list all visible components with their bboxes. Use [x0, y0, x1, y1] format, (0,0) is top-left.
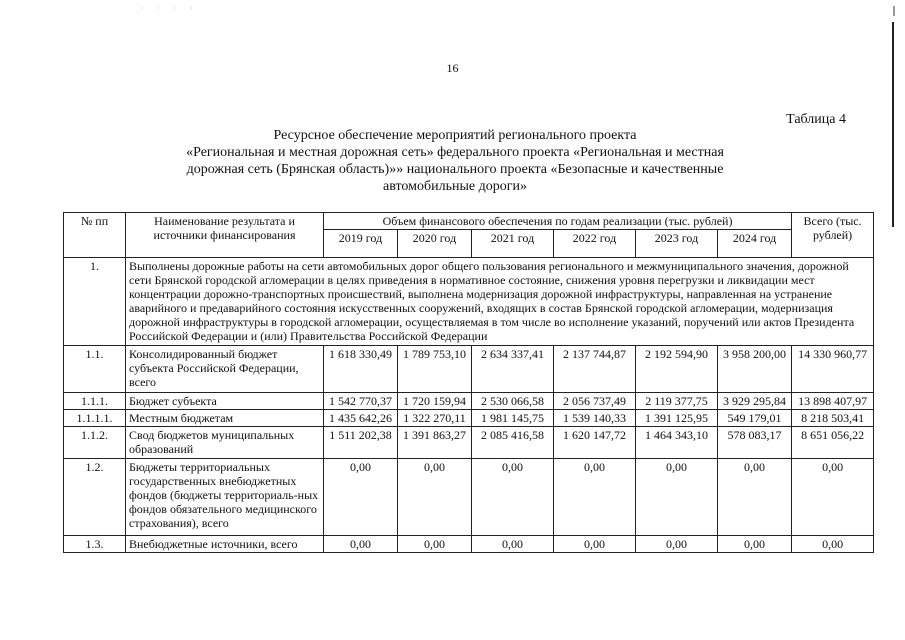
- row-year-value: 0,00: [718, 536, 792, 553]
- row-year-value: 1 720 159,94: [398, 393, 472, 410]
- row-name: Бюджеты территориальных государственных внебюджетных фондов (бюджеты территориаль-ных фондов обязательного медицинского страхования), всего: [126, 459, 324, 536]
- header-num: № пп: [64, 213, 126, 258]
- row-year-value: 0,00: [554, 459, 636, 536]
- row-year-value: 1 391 125,95: [636, 410, 718, 427]
- row-year-value: 1 511 202,38: [324, 427, 398, 459]
- row-year-value: 1 620 147,72: [554, 427, 636, 459]
- title-line: «Региональная и местная дорожная сеть» федерального проекта «Региональная и местная: [186, 145, 724, 160]
- row-year-value: 0,00: [636, 459, 718, 536]
- row-year-value: 0,00: [398, 459, 472, 536]
- row-name: Бюджет субъекта: [126, 393, 324, 410]
- scan-artifact: · · · ·: [140, 4, 199, 13]
- row-year-value: 1 618 330,49: [324, 346, 398, 393]
- scan-edge-mark: [893, 6, 895, 16]
- row-num: 1.2.: [64, 459, 126, 536]
- row-year-value: 3 929 295,84: [718, 393, 792, 410]
- row-num: 1.1.1.: [64, 393, 126, 410]
- table-row: [64, 459, 874, 536]
- header-year: 2021 год: [472, 230, 554, 258]
- row-total-value: 8 651 056,22: [792, 427, 874, 459]
- row-year-value: 1 391 863,27: [398, 427, 472, 459]
- row-name: Свод бюджетов муниципальных образований: [126, 427, 324, 459]
- table-label: Таблица 4: [786, 112, 846, 127]
- row-year-value: 0,00: [718, 459, 792, 536]
- row-year-value: 2 085 416,58: [472, 427, 554, 459]
- row-total-value: 14 330 960,77: [792, 346, 874, 393]
- document-title: [150, 127, 760, 195]
- row-year-value: 3 958 200,00: [718, 346, 792, 393]
- page-number: 16: [446, 61, 459, 75]
- title-line: Ресурсное обеспечение мероприятий регионального проекта: [273, 128, 637, 143]
- row-total-value: 8 218 503,41: [792, 410, 874, 427]
- row-year-value: 1 542 770,37: [324, 393, 398, 410]
- row-year-value: 0,00: [472, 536, 554, 553]
- row-total-value: 0,00: [792, 459, 874, 536]
- header-year: 2023 год: [636, 230, 718, 258]
- row-year-value: 2 137 744,87: [554, 346, 636, 393]
- table-row: [64, 393, 874, 410]
- row-year-value: 1 464 343,10: [636, 427, 718, 459]
- row-num: 1.1.1.1.: [64, 410, 126, 427]
- row-year-value: 0,00: [398, 536, 472, 553]
- row-year-value: 1 435 642,26: [324, 410, 398, 427]
- row-total-value: 0,00: [792, 536, 874, 553]
- row-year-value: 1 539 140,33: [554, 410, 636, 427]
- header-funding-group: Объем финансового обеспечения по годам реализации (тыс. рублей): [324, 213, 792, 230]
- row-year-value: 0,00: [636, 536, 718, 553]
- header-total: Всего (тыс. рублей): [792, 213, 874, 258]
- row-num: 1.1.: [64, 346, 126, 393]
- row-year-value: 2 119 377,75: [636, 393, 718, 410]
- row-year-value: 0,00: [554, 536, 636, 553]
- row-year-value: 549 179,01: [718, 410, 792, 427]
- row-year-value: 2 530 066,58: [472, 393, 554, 410]
- row-name: Местным бюджетам: [126, 410, 324, 427]
- table-row: [64, 346, 874, 393]
- row-num: 1.1.2.: [64, 427, 126, 459]
- row-year-value: 578 083,17: [718, 427, 792, 459]
- row-year-value: 2 634 337,41: [472, 346, 554, 393]
- row-total-value: 13 898 407,97: [792, 393, 874, 410]
- row-year-value: 2 056 737,49: [554, 393, 636, 410]
- header-year: 2022 год: [554, 230, 636, 258]
- header-year: 2019 год: [324, 230, 398, 258]
- row-year-value: 0,00: [472, 459, 554, 536]
- scan-edge-line: [892, 22, 894, 227]
- row-year-value: 0,00: [324, 459, 398, 536]
- table-row: [64, 410, 874, 427]
- row-year-value: 1 981 145,75: [472, 410, 554, 427]
- row-name: Внебюджетные источники, всего: [126, 536, 324, 553]
- row-num: 1.3.: [64, 536, 126, 553]
- row-year-value: 2 192 594,90: [636, 346, 718, 393]
- table-row: [64, 536, 874, 553]
- header-year: 2024 год: [718, 230, 792, 258]
- row-name: Консолидированный бюджет субъекта Российской Федерации, всего: [126, 346, 324, 393]
- header-name: Наименование результата и источники финансирования: [126, 213, 324, 258]
- row-year-value: 1 322 270,11: [398, 410, 472, 427]
- header-year: 2020 год: [398, 230, 472, 258]
- row-year-value: 0,00: [324, 536, 398, 553]
- section-num: 1.: [64, 258, 126, 346]
- title-line: автомобильные дороги»: [383, 179, 527, 194]
- section-description: Выполнены дорожные работы на сети автомобильных дорог общего пользования регионального и межмуниципального значения, дорожной сети Брянской городской агломерации в целях приведения в нормативное состояние, снижения уровня перегрузки и ликвидации мест концентрации дорожно-транспортных происшествий, выполнена модернизация дорожной инфраструктуры, направленная на устранение аварийного и предаварийного состояния искусственных сооружений, входящих в состав Брянской городской агломерации, модернизация дорожной инфраструктуры в городской агломерации, осуществляемая в том числе во исполнение указаний, поручений или актов Президента Российской Федерации и (или) Правительства Российской Федерации: [126, 258, 874, 346]
- table-row: [64, 427, 874, 459]
- title-line: дорожная сеть (Брянская область)»» национального проекта «Безопасные и качественные: [186, 162, 724, 177]
- resource-table: [63, 212, 874, 553]
- row-year-value: 1 789 753,10: [398, 346, 472, 393]
